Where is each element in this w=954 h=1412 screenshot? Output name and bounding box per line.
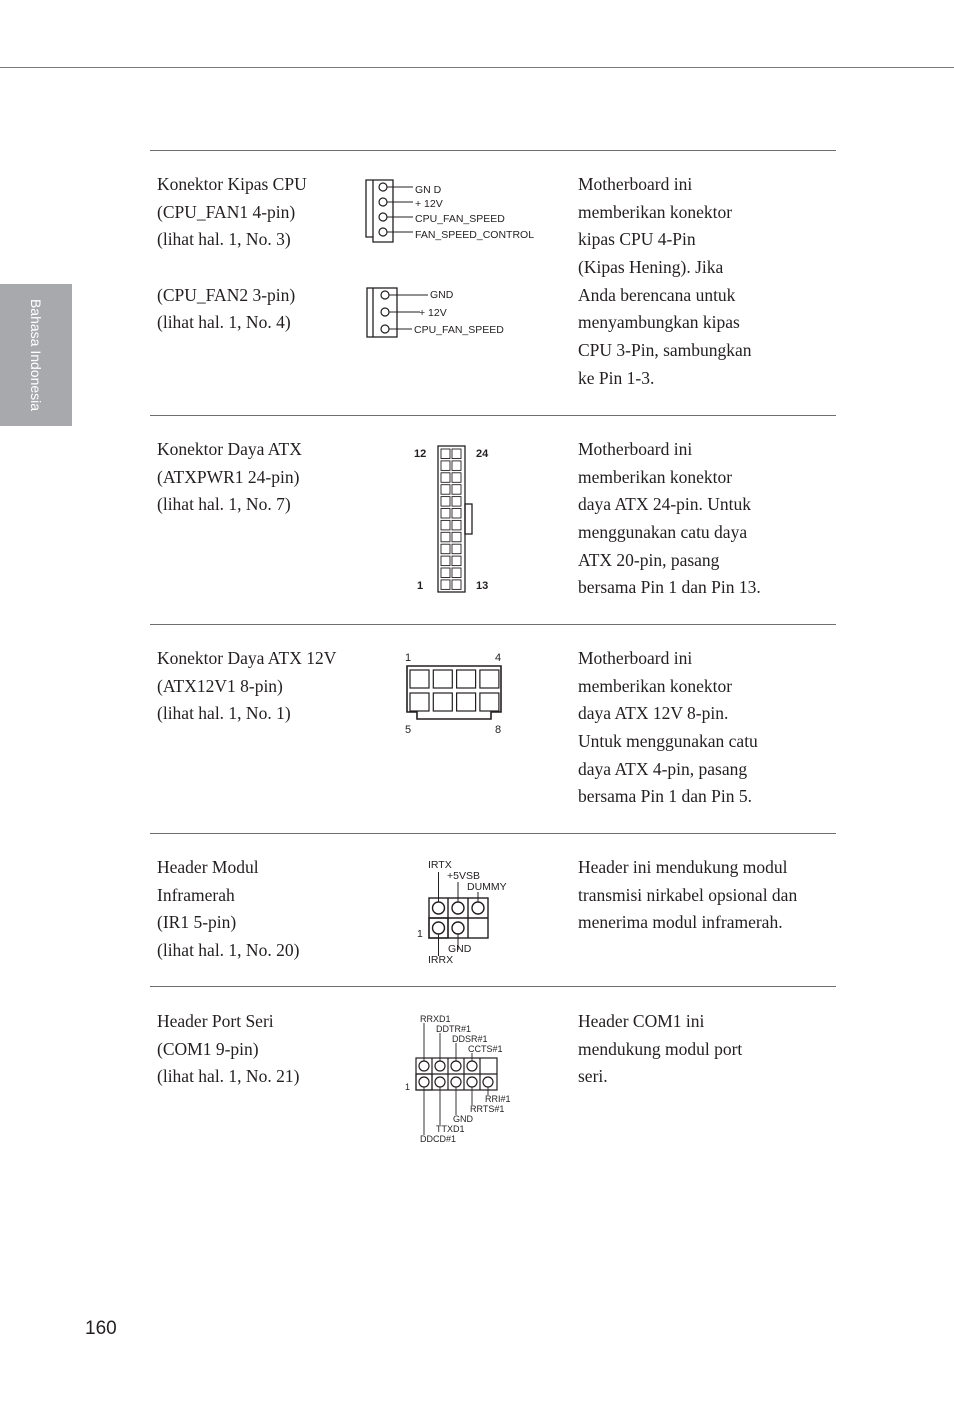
- pin-label: IRRX: [428, 954, 454, 966]
- pin-label: GN D: [415, 184, 442, 196]
- pin-label: CCTS#1: [468, 1044, 503, 1054]
- atx12v-title: Konektor Daya ATX 12V (ATX12V1 8-pin) (lihat hal. 1, No. 1): [157, 648, 337, 724]
- pin-label: GND: [448, 943, 472, 955]
- atx12v-pin-cell: [433, 693, 452, 711]
- row-divider: [150, 150, 836, 151]
- pin-number: 1: [405, 652, 412, 664]
- pin-number: 12: [414, 448, 427, 460]
- pin-label: TTXD1: [436, 1124, 465, 1134]
- pin-label: FAN_SPEED_CONTROL: [415, 229, 535, 241]
- atx24-pin-cell: [441, 568, 450, 578]
- atx24-pinout-diagram: [410, 442, 500, 597]
- atx12v-pin-cell: [410, 693, 429, 711]
- atx24-pin-cell: [441, 485, 450, 495]
- page-number: 160: [85, 1318, 117, 1339]
- atx12v-pin-cell: [457, 693, 476, 711]
- pin-label: IRTX: [428, 859, 452, 871]
- pin-label: DDSR#1: [452, 1034, 488, 1044]
- pin-label: RRTS#1: [470, 1104, 505, 1114]
- atx24-pin-cell: [452, 497, 461, 507]
- atx24-pin-cell: [441, 580, 450, 590]
- side-tab-label: Bahasa Indonesia: [28, 298, 44, 412]
- cpu-fan-description: Motherboard ini memberikan konektor kipas CPU 4-Pin (Kipas Hening). Jika Anda berencana untuk menyambungkan kipas CPU 3-Pin, sambungkan ke Pin 1-3.: [578, 174, 752, 388]
- atx24-pin-cell: [441, 473, 450, 483]
- atx12v-pin-cell: [410, 670, 429, 688]
- atx24-pin-cell: [452, 580, 461, 590]
- pin-number: 1: [405, 1082, 411, 1092]
- pin-label: +5VSB: [447, 870, 480, 882]
- atx24-pin-cell: [452, 473, 461, 483]
- pin-label: GND: [430, 289, 454, 301]
- atx24-pin-cell: [441, 532, 450, 542]
- ir-pinout-diagram: [410, 856, 530, 971]
- row-divider: [150, 833, 836, 834]
- row-divider: [150, 415, 836, 416]
- cpu-fan2-pinout-diagram: [360, 283, 530, 343]
- atx24-pin-cell: [452, 544, 461, 554]
- atx24-pin-cell: [441, 544, 450, 554]
- atx24-pin-cell: [441, 449, 450, 459]
- pin-label: DDTR#1: [436, 1024, 472, 1034]
- atx12v-pin-cell: [457, 670, 476, 688]
- pin-label: RRI#1: [485, 1094, 511, 1104]
- atx24-pin-cell: [452, 532, 461, 542]
- atx12v-pin-cell: [480, 670, 499, 688]
- ir-header-title: Header Modul Inframerah (IR1 5-pin) (lihat hal. 1, No. 20): [157, 857, 300, 961]
- language-side-tab: [0, 284, 72, 426]
- atx24-pin-cell: [441, 461, 450, 471]
- com-header-title: Header Port Seri (COM1 9-pin) (lihat hal. 1, No. 21): [157, 1011, 300, 1087]
- atx24-pin-cell: [452, 509, 461, 519]
- atx24-pin-cell: [452, 556, 461, 566]
- pin-number: 1: [417, 580, 424, 592]
- pin-label: + 12V: [415, 198, 443, 210]
- atx24-pin-cell: [452, 568, 461, 578]
- top-rule: [0, 67, 954, 68]
- pin-label: DUMMY: [467, 881, 507, 893]
- atx24-pin-cell: [441, 520, 450, 530]
- atx12v-pinout-diagram: [398, 648, 513, 743]
- pin-label: CPU_FAN_SPEED: [414, 324, 504, 336]
- atx24-pin-cell: [452, 461, 461, 471]
- pin-number: 4: [495, 652, 502, 664]
- pin-label: + 12V: [419, 307, 447, 319]
- pin-number: 24: [476, 448, 489, 460]
- atx24-pin-cell: [441, 556, 450, 566]
- atx24-pin-cell: [441, 509, 450, 519]
- ir-header-description: Header ini mendukung modul transmisi nirkabel opsional dan menerima modul inframerah.: [578, 857, 798, 933]
- cpu-fan-title: Konektor Kipas CPU (CPU_FAN1 4-pin) (lihat hal. 1, No. 3) (CPU_FAN2 3-pin) (lihat hal. 1, No. 4): [157, 174, 307, 333]
- pin-label: GND: [453, 1114, 473, 1124]
- pin-number: 5: [405, 724, 412, 736]
- atx24-pin-cell: [452, 449, 461, 459]
- atx-power-description: Motherboard ini memberikan konektor daya ATX 24-pin. Untuk menggunakan catu daya ATX 20-pin, pasang bersama Pin 1 dan Pin 13.: [578, 439, 761, 598]
- atx12v-pin-cell: [433, 670, 452, 688]
- atx-power-title: Konektor Daya ATX (ATXPWR1 24-pin) (lihat hal. 1, No. 7): [157, 439, 302, 515]
- row-divider: [150, 624, 836, 625]
- pin-number: 13: [476, 580, 489, 592]
- row-divider: [150, 986, 836, 987]
- pin-label: RRXD1: [420, 1014, 451, 1024]
- pin-number: 8: [495, 724, 502, 736]
- atx24-pin-cell: [452, 520, 461, 530]
- atx12v-description: Motherboard ini memberikan konektor daya ATX 12V 8-pin. Untuk menggunakan catu daya ATX 4-pin, pasang bersama Pin 1 dan Pin 5.: [578, 648, 758, 807]
- cpu-fan1-pinout-diagram: [360, 175, 550, 250]
- pin-label: CPU_FAN_SPEED: [415, 213, 505, 225]
- com-pinout-diagram: [400, 1010, 530, 1145]
- pin-label: DDCD#1: [420, 1134, 457, 1144]
- atx24-pin-cell: [452, 485, 461, 495]
- atx24-pin-cell: [441, 497, 450, 507]
- pin-number: 1: [417, 928, 423, 940]
- com-header-description: Header COM1 ini mendukung modul port seri.: [578, 1011, 743, 1087]
- atx12v-pin-cell: [480, 693, 499, 711]
